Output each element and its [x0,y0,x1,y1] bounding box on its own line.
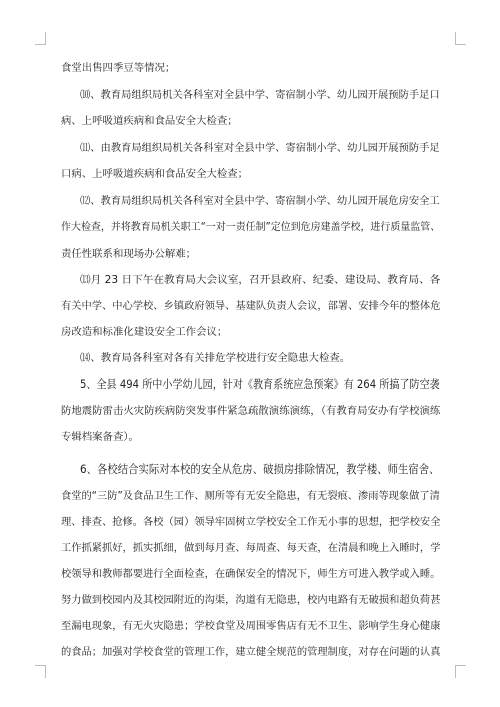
text-line: 的食品；加强对学校食堂的管理工作，建立健全规范的管理制度，对存在问题的认真 [61,646,441,658]
text-line: 食堂出售四季豆等情况； [61,62,176,74]
text-line: 食堂的“三防”及食品卫生工作、厕所等有无安全隐患，有无裂痕、渗雨等现象做了清 [61,490,440,502]
text-line: ⒀月 23 日下午在教育局大会议室，召开县政府、纪委、建设局、教育局、各 [80,274,441,286]
text-line: 责任性联系和现场办公解难； [61,248,197,260]
text-line: 理、排查、抢修。各校（园）领导牢固树立学校安全工作无小事的思想，把学校安全 [61,516,441,528]
crop-mark-top-left [35,32,46,45]
text-line: ⑽、教育局组织局机关各科室对全县中学、寄宿制小学、幼儿园开展预防手足口 [80,89,440,101]
text-line: 有关中学、中心学校、乡镇政府领导、基建队负责人会议，部署、安排今年的整体危 [61,300,441,312]
text-line: 工作抓紧抓好，抓实抓细，做到每月查、每周查、每天查，在清晨和晚上入睡时，学 [61,542,441,554]
text-line: 5、全县 494 所中小学幼儿园，针对《教育系统应急预案》有 264 所搞了防空袭 [80,378,440,391]
text-line: ⑿、教育局组织局机关各科室对全县中学、寄宿制小学、幼儿园开展危房安全工 [80,195,440,207]
text-line: 6、各校结合实际对本校的安全从危房、破损房排除情况，教学楼、师生宿舍、 [80,463,440,476]
text-line: 作大检查，并将教育局机关职工“一对一责任制”定位到危房建盖学校，进行质量监管、 [61,221,441,233]
text-line: 至漏电现象，有无火灾隐患；学校食堂及周围零售店有无不卫生、影响学生身心健康 [61,620,441,632]
text-line: 口病、上呼吸道疾病和食品安全大检查； [61,168,249,180]
crop-mark-bottom-left [35,665,46,678]
text-line: 防地震防雷击火灾防疾病防突发事件紧急疏散演练演练，（有教育局安办有学校演练 [61,405,441,417]
text-line: 专辑档案备查）。 [61,431,139,443]
crop-mark-top-right [455,32,466,45]
text-line: 校领导和教师都要进行全面检查，在确保安全的情况下，师生方可进入教学或入睡。 [61,568,441,580]
text-line: 房改造和标准化建设安全工作会议； [61,326,228,338]
text-line: 努力做到校园内及其校园附近的沟渠，沟道有无隐患，校内电路有无破损和超负荷甚 [61,594,441,606]
crop-mark-bottom-right [455,665,466,678]
text-line: ⒁、教育局各科室对各有关排危学校进行安全隐患大检查。 [80,352,351,364]
text-line: ⑾、由教育局组织局机关各科室对全县中学、寄宿制小学、幼儿园开展预防手足 [80,142,440,154]
text-line: 病、上呼吸道疾病和食品安全大检查； [61,115,238,127]
